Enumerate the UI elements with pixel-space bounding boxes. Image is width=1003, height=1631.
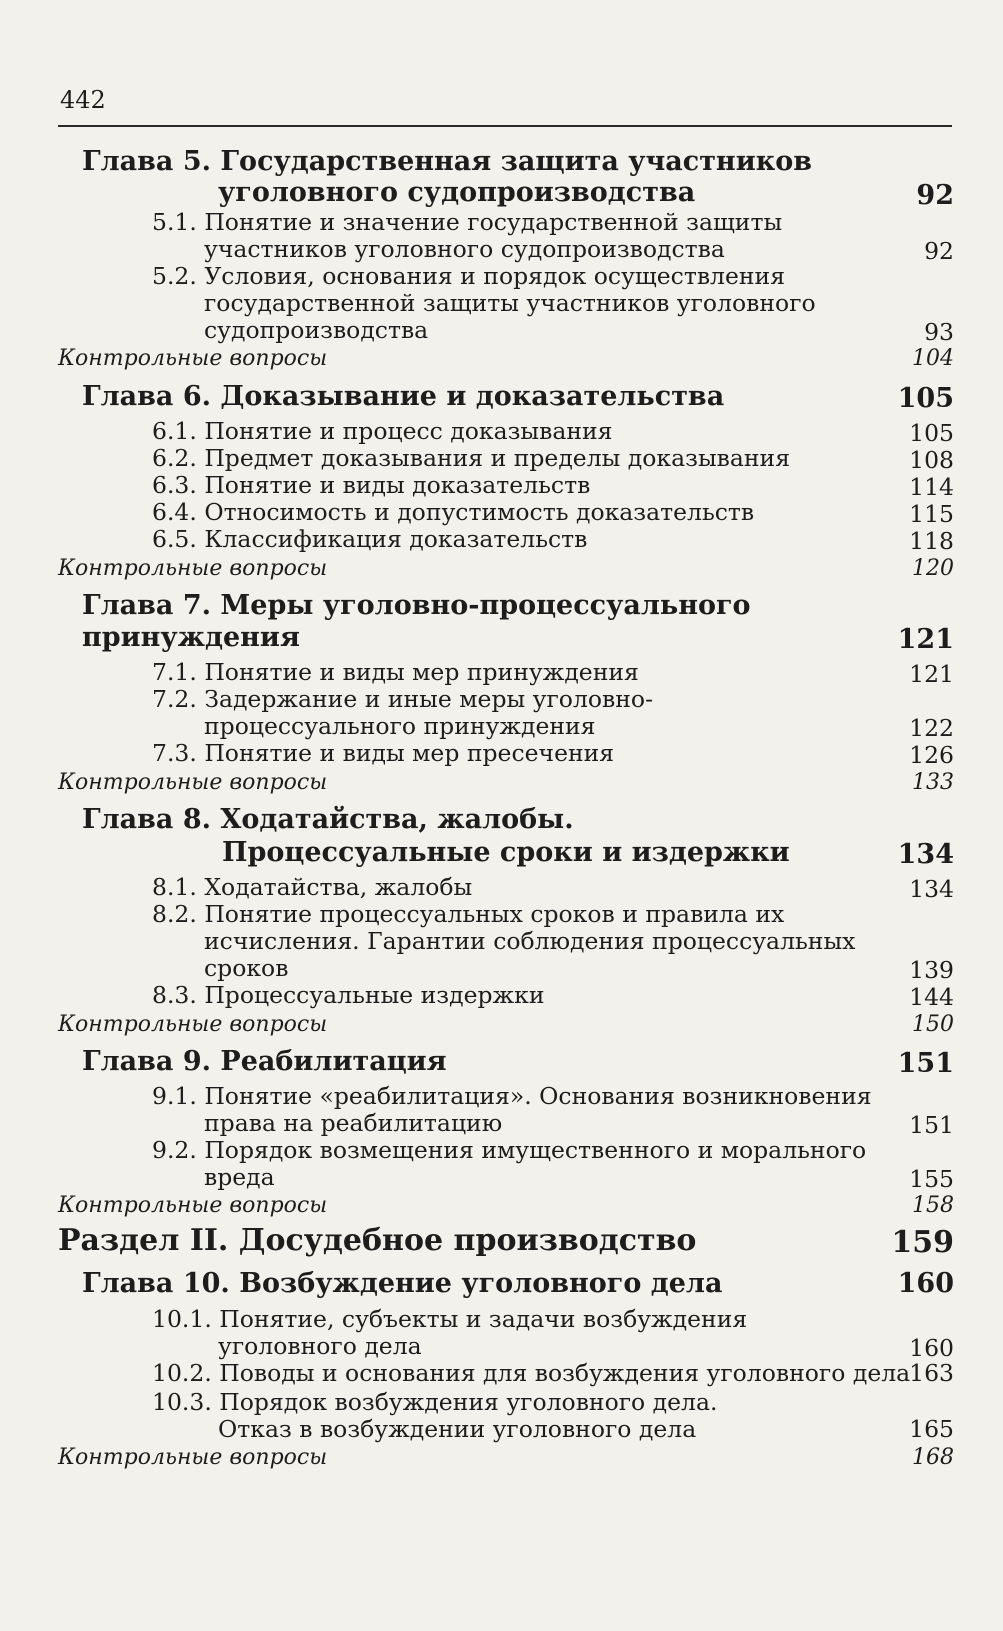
control-questions-6-page: 120 xyxy=(912,556,954,581)
chapter-7-title-cont: принуждения xyxy=(82,622,300,653)
control-questions-5-page: 104 xyxy=(912,346,954,371)
section-7-2: 7.2. Задержание и иные меры уголовно- xyxy=(152,685,654,713)
section-6-1-page: 105 xyxy=(909,419,954,447)
section-10-1-page: 160 xyxy=(909,1334,954,1362)
chapter-9-page: 151 xyxy=(897,1048,954,1079)
section-6-5-page: 118 xyxy=(909,527,954,555)
control-questions-9: Контрольные вопросы xyxy=(58,1193,328,1218)
section-9-2: 9.2. Порядок возмещения имущественного и морального xyxy=(152,1136,867,1164)
control-questions-7-page: 133 xyxy=(912,770,954,795)
control-questions-6: Контрольные вопросы xyxy=(58,556,328,581)
section-6-1: 6.1. Понятие и процесс доказывания xyxy=(152,417,613,445)
chapter-6-title: Глава 6. Доказывание и доказательства xyxy=(82,381,725,412)
part-2-page: 159 xyxy=(891,1225,954,1260)
section-10-1-cont: уголовного дела xyxy=(218,1332,422,1360)
section-9-1-cont: права на реабилитацию xyxy=(204,1109,503,1137)
section-8-1-page: 134 xyxy=(909,875,954,903)
section-5-1-page: 92 xyxy=(924,237,954,265)
section-7-2-page: 122 xyxy=(909,714,954,742)
chapter-10-page: 160 xyxy=(897,1268,954,1299)
section-8-2: 8.2. Понятие процессуальных сроков и правила их xyxy=(152,900,785,928)
section-6-2: 6.2. Предмет доказывания и пределы доказывания xyxy=(152,444,791,472)
chapter-8-page: 134 xyxy=(897,839,954,870)
control-questions-9-page: 158 xyxy=(912,1193,954,1218)
section-10-2-page: 163 xyxy=(909,1359,954,1387)
section-9-2-cont: вреда xyxy=(204,1163,275,1191)
section-5-2-cont2: судопроизводства xyxy=(204,316,429,344)
section-6-4: 6.4. Относимость и допустимость доказательств xyxy=(152,498,755,526)
chapter-8-title-cont: Процессуальные сроки и издержки xyxy=(222,837,790,868)
section-7-2-cont: процессуального принуждения xyxy=(204,712,596,740)
section-8-1: 8.1. Ходатайства, жалобы xyxy=(152,873,473,901)
section-6-5: 6.5. Классификация доказательств xyxy=(152,525,588,553)
section-6-4-page: 115 xyxy=(909,500,954,528)
chapter-5-title-cont: уголовного судопроизводства xyxy=(218,177,696,208)
control-questions-10: Контрольные вопросы xyxy=(58,1445,328,1470)
section-10-2: 10.2. Поводы и основания для возбуждения уголовного дела xyxy=(152,1359,911,1387)
section-8-2-cont2: сроков xyxy=(204,954,289,982)
section-6-3: 6.3. Понятие и виды доказательств xyxy=(152,471,591,499)
section-10-3-page: 165 xyxy=(909,1415,954,1443)
section-10-3: 10.3. Порядок возбуждения уголовного дела. xyxy=(152,1388,718,1416)
section-7-3-page: 126 xyxy=(909,741,954,769)
section-5-1: 5.1. Понятие и значение государственной защиты xyxy=(152,208,783,236)
section-8-3: 8.3. Процессуальные издержки xyxy=(152,981,545,1009)
section-5-1-cont: участников уголовного судопроизводства xyxy=(204,235,725,263)
section-10-3-cont: Отказ в возбуждении уголовного дела xyxy=(218,1415,697,1443)
section-9-2-page: 155 xyxy=(909,1165,954,1193)
chapter-10-title: Глава 10. Возбуждение уголовного дела xyxy=(82,1268,723,1299)
chapter-9-title: Глава 9. Реабилитация xyxy=(82,1046,447,1077)
chapter-5-page: 92 xyxy=(916,180,954,211)
section-8-2-page: 139 xyxy=(909,956,954,984)
section-7-1-page: 121 xyxy=(909,660,954,688)
chapter-6-page: 105 xyxy=(897,383,954,414)
chapter-5-title: Глава 5. Государственная защита участников xyxy=(82,146,812,177)
control-questions-8-page: 150 xyxy=(912,1012,954,1037)
control-questions-5: Контрольные вопросы xyxy=(58,346,328,371)
control-questions-10-page: 168 xyxy=(912,1445,954,1470)
section-8-2-cont: исчисления. Гарантии соблюдения процессуальных xyxy=(204,927,856,955)
control-questions-7: Контрольные вопросы xyxy=(58,770,328,795)
section-8-3-page: 144 xyxy=(909,983,954,1011)
control-questions-8: Контрольные вопросы xyxy=(58,1012,328,1037)
page-number: 442 xyxy=(60,86,106,114)
section-10-1: 10.1. Понятие, субъекты и задачи возбуждения xyxy=(152,1305,748,1333)
chapter-7-page: 121 xyxy=(897,624,954,655)
part-2-title: Раздел II. Досудебное производство xyxy=(58,1223,697,1258)
section-5-2: 5.2. Условия, основания и порядок осуществления xyxy=(152,262,786,290)
chapter-8-title: Глава 8. Ходатайства, жалобы. xyxy=(82,804,574,835)
section-6-3-page: 114 xyxy=(909,473,954,501)
section-6-2-page: 108 xyxy=(909,446,954,474)
section-5-2-page: 93 xyxy=(924,318,954,346)
section-7-1: 7.1. Понятие и виды мер принуждения xyxy=(152,658,639,686)
chapter-7-title: Глава 7. Меры уголовно-процессуального xyxy=(82,590,751,621)
section-9-1: 9.1. Понятие «реабилитация». Основания возникновения xyxy=(152,1082,872,1110)
section-7-3: 7.3. Понятие и виды мер пресечения xyxy=(152,739,615,767)
section-9-1-page: 151 xyxy=(909,1111,954,1139)
section-5-2-cont: государственной защиты участников уголовного xyxy=(204,289,816,317)
